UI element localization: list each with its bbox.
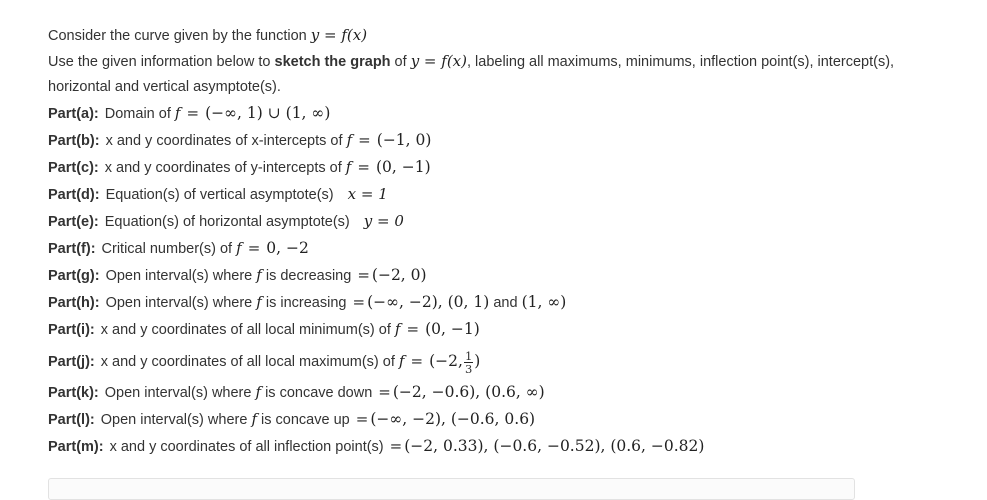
intro-text: , labeling all maximums, minimums, inflection point(s), intercept(s), — [466, 54, 895, 70]
part-label: Part(h): — [48, 295, 100, 311]
part-answer: (−2, 0) — [371, 266, 427, 284]
instruction-emphasis: sketch the graph — [274, 54, 391, 70]
part-label: Part(a): — [48, 106, 99, 122]
function-symbol: f — [251, 410, 257, 428]
part-answer: (−2, −0.6), (0.6, ∞) — [392, 383, 545, 401]
part-answer: (−∞, −2), (0, 1) — [367, 293, 490, 311]
fraction-numerator: 1 — [464, 348, 473, 363]
part-answer: 0, −2 — [266, 239, 309, 257]
function-symbol: f — [398, 352, 405, 370]
part-e — [48, 208, 958, 235]
part-label: Part(i): — [48, 322, 95, 338]
part-answer: (−∞, 1) ∪ (1, ∞) — [205, 104, 331, 122]
part-answer: (1, ∞) — [521, 293, 567, 311]
part-prompt: Equation(s) of vertical asymptote(s) — [105, 187, 334, 203]
part-answer: (−1, 0) — [376, 131, 432, 149]
parts-list — [48, 100, 958, 460]
part-prompt: Open interval(s) where — [104, 385, 252, 401]
part-label: Part(j): — [48, 354, 95, 370]
part-prompt: x and y coordinates of x-intercepts of — [105, 133, 343, 149]
function-symbol: f — [345, 158, 352, 176]
intro-line-1 — [48, 22, 958, 48]
part-i: Part(i): x and y coordinates of all local minimum(s) of f = (0, −1) — [48, 320, 480, 338]
part-prompt: Open interval(s) where — [100, 412, 248, 428]
part-h: Part(h): Open interval(s) where f is increasing = (−∞, −2), (0, 1) and (1, ∞) — [48, 293, 567, 311]
part-prompt: x and y coordinates of all inflection point(s) — [109, 439, 384, 455]
part-answer: (−∞, −2), (−0.6, 0.6) — [370, 410, 536, 428]
part-f: Part(f): Critical number(s) of f = 0, −2 — [48, 239, 309, 257]
fraction-denominator: 3 — [464, 361, 473, 376]
part-label: Part(g): — [48, 268, 100, 284]
part-prompt: is concave up — [261, 412, 350, 428]
part-label: Part(k): — [48, 385, 99, 401]
part-prompt: x and y coordinates of all local maximum(s) of — [100, 354, 395, 370]
part-a: Part(a): Domain of f = (−∞, 1) ∪ (1, ∞) — [48, 104, 331, 122]
intro-text: Consider the curve given by the function — [48, 28, 311, 44]
part-d — [48, 181, 958, 208]
part-prompt: Open interval(s) where — [105, 295, 253, 311]
part-b: Part(b): x and y coordinates of x-intercepts of f = (−1, 0) — [48, 131, 432, 149]
answer-box[interactable] — [48, 478, 855, 500]
part-prompt: is increasing — [265, 295, 347, 311]
part-answer: y = 0 — [363, 212, 404, 230]
part-prompt: is decreasing — [265, 268, 352, 284]
part-g: Part(g): Open interval(s) where f is decreasing = (−2, 0) — [48, 266, 427, 284]
function-symbol: f — [256, 266, 262, 284]
part-label: Part(e): — [48, 214, 99, 230]
intro-line-3 — [48, 74, 958, 100]
question-intro — [48, 22, 958, 100]
intro-text: Use the given information below to — [48, 54, 275, 70]
fraction — [464, 350, 473, 375]
part-answer: (−2, — [429, 352, 463, 370]
intro-line-2 — [48, 48, 958, 74]
part-j: Part(j): x and y coordinates of all local maximum(s) of f = (−2, $\frac{1}{3}$ ) — [48, 348, 481, 376]
part-prompt: Equation(s) of horizontal asymptote(s) — [104, 214, 350, 230]
part-label: Part(d): — [48, 187, 100, 203]
part-m: Part(m): x and y coordinates of all inflection point(s) = (−2, 0.33), (−0.6, −0.52), (0.6, −0.82) — [48, 437, 705, 455]
part-k: Part(k): Open interval(s) where f is concave down = (−2, −0.6), (0.6, ∞) — [48, 383, 545, 401]
part-label: Part(b): — [48, 133, 100, 149]
part-label: Part(f): — [48, 241, 96, 257]
part-prompt: Domain of — [104, 106, 171, 122]
part-answer: ) — [474, 352, 481, 370]
question-content — [48, 22, 958, 460]
part-prompt: is concave down — [265, 385, 373, 401]
part-prompt: x and y coordinates of y-intercepts of — [104, 160, 342, 176]
part-prompt: Open interval(s) where — [105, 268, 253, 284]
part-prompt: x and y coordinates of all local minimum(s) of — [100, 322, 391, 338]
function-symbol: f — [236, 239, 242, 257]
function-symbol: f — [346, 131, 353, 149]
function-symbol: f — [394, 320, 401, 338]
part-label: Part(m): — [48, 439, 104, 455]
part-answer: (0, −1) — [425, 320, 480, 338]
part-answer: (−2, 0.33), (−0.6, −0.52), (0.6, −0.82) — [404, 437, 705, 455]
part-l: Part(l): Open interval(s) where f is concave up = (−∞, −2), (−0.6, 0.6) — [48, 410, 536, 428]
part-prompt: Critical number(s) of — [101, 241, 233, 257]
function-symbol: f — [174, 104, 181, 122]
part-answer: x = 1 — [347, 185, 388, 203]
part-c: Part(c): x and y coordinates of y-intercepts of f = (0, −1) — [48, 158, 431, 176]
function-symbol: f — [256, 293, 262, 311]
part-answer: (0, −1) — [375, 158, 431, 176]
function-expression: y = f(x) — [310, 26, 368, 44]
part-label: Part(l): — [48, 412, 95, 428]
function-expression: y = f(x) — [410, 52, 467, 70]
conjunction-text: and — [493, 295, 518, 311]
intro-text: of — [390, 54, 411, 70]
intro-text: horizontal and vertical asymptote(s). — [48, 79, 281, 95]
function-symbol: f — [255, 383, 262, 401]
part-label: Part(c): — [48, 160, 99, 176]
